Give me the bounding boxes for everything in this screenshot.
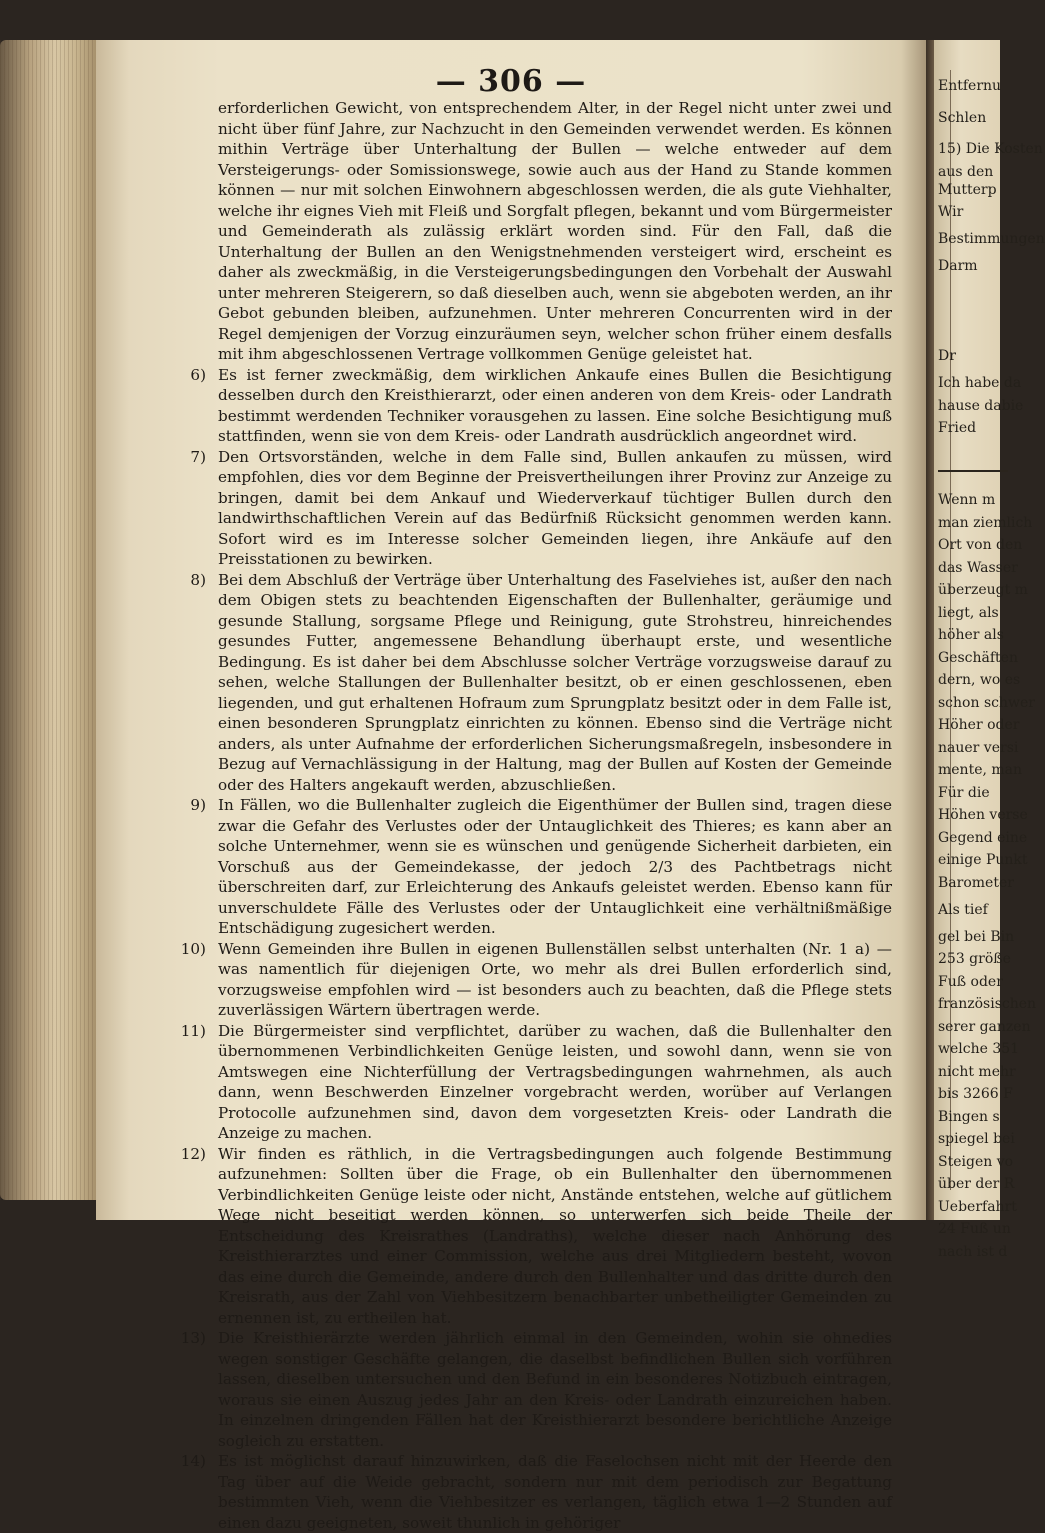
facing-page-text: Mutterp [938,181,997,198]
paragraph-number: 6) [190,365,206,384]
paragraph-number: 11) [180,1021,206,1040]
paragraph-number: 12) [180,1144,206,1163]
paragraph-number: 10) [180,939,206,958]
paragraph-text: Den Ortsvorständen, welche in dem Falle sind, Bullen ankaufen zu müssen, wird empfohlen, dies vor dem Beginne der Preisvertheilungen ihrer Provinz zur Anzeige zu bringen, damit bei dem Ankauf und Wiederverkauf tüchtiger Bullen durch den landwirthschaftlichen Verein auf das Bedürfniß Rücksicht genommen werden kann. Sofort wird es im Interesse solcher Gemeinden liegen, ihre Ankäufe auf den Preisstationen zu bewirken. [218,447,892,568]
facing-page-text: 253 größe [938,951,1011,967]
numbered-paragraph [136,1328,892,1451]
facing-page-text: aus den [938,163,994,180]
paragraph-number: 8) [190,570,206,589]
facing-page-text: Dr [938,348,956,364]
facing-page-text: 24 Fuß un [938,1221,1011,1237]
facing-page-text: Fuß oder [938,973,1003,990]
numbered-paragraph [136,1144,892,1329]
numbered-paragraph [136,795,892,939]
facing-page-text: überzeugt m [938,582,1028,598]
section-rule [938,470,1008,472]
facing-page-text: Darm [938,258,978,274]
numbered-paragraph [136,1021,892,1144]
paragraph-text: Die Kreisthierärzte werden jährlich einmal in den Gemeinden, wohin sie ohnedies wegen sonstiger Geschäfte gelangen, die daselbst befindlichen Bullen sich vorführen lassen, dieselben untersuchen und den Befund in ein besonderes Notizbuch eintragen, woraus sie einen Auszug jedes Jahr an den Kreis- oder Landrath einzureichen haben. In einzelnen dringenden Fällen hat der Kreisthierarzt besondere berichtliche Anzeige sogleich zu erstatten. [218,1329,892,1450]
paragraph-number: 9) [190,796,206,814]
page-number: — 306 — [435,64,587,99]
facing-page-text: Ort von den [938,537,1023,553]
facing-page-text: Steigen vo [938,1153,1014,1170]
facing-page-text: hause dabie [938,397,1024,414]
facing-page-text: Wir [938,204,964,220]
facing-page-text: Bingen s [938,1108,1000,1125]
facing-page-text: Entfernu [938,78,1002,94]
facing-page-text: einige Punkt [938,852,1028,868]
facing-page-text: Geschäften [938,649,1018,666]
book-page-edges [0,40,100,1200]
numbered-paragraph [136,939,892,1021]
book-page [96,40,926,1532]
page-body [136,98,892,1533]
facing-page-text: Für die [938,784,990,801]
facing-page-text: Höher oder [938,717,1020,733]
facing-page-text: Gegend eine [938,829,1028,846]
book-gutter [926,40,934,1220]
facing-page-text: schon schwer [938,694,1035,711]
facing-page-text: das Wasser [938,559,1018,576]
facing-page-text: spiegel bei [938,1131,1015,1147]
paragraph-text: In Fällen, wo die Bullenhalter zugleich die Eigenthümer der Bullen sind, tragen diese zwar die Gefahr des Verlustes oder der Untauglichkeit des Thieres; es kann aber an solche Unternehmer, wenn sie es wünschen und genügende Sicherheit darbieten, ein Vorschuß aus der Gemeindekasse, der jedoch 2/3 des Pachtbetrags nicht überschreiten darf, zur Erleichterung des Ankaufs geleistet werden. Ebenso kann für unverschuldete Fälle des Verlustes oder der Untauglichkeit eine verhältnißmäßige Entschädigung zugesichert werden. [218,796,892,937]
facing-page-text: Schlen [938,109,987,126]
intro-paragraph [136,98,892,365]
facing-page-text: serer ganzen [938,1018,1031,1035]
paragraph-number: 7) [190,447,206,466]
paragraph-text: Wir finden es räthlich, in die Vertragsbedingungen auch folgende Bestimmung aufzunehmen: Sollten über die Frage, ob ein Bullenhalter den übernommenen Verbindlichkeiten Genüge leiste oder nicht, Anstände entstehen, welche auf gütlichem Wege nicht beseitigt werden können, so unterwerfen sich beide Theile der Entscheidung des Kreisrathes (Landraths), welche dieser nach Anhörung des Kreisthierarztes und einer Commission, welche aus drei Mitgliedern besteht, wovon das eine durch die Gemeinde, andere durch den Bullenhalter und das dritte durch den Kreisrath, aus der Zahl von Viehbesitzern benachbarter unbetheiligter Gemeinden zu ernennen ist, zu ertheilen hat. [218,1144,892,1327]
facing-page-text: Bestimmungen [938,231,1045,247]
facing-page-text: gel bei Bin [938,928,1015,945]
facing-page-text: Ich habe da [938,375,1022,391]
facing-page-text: französischen [938,996,1037,1012]
facing-page-text: nauer versi [938,739,1019,756]
facing-page-text: Barometer [938,874,1014,891]
facing-page-text: dern, wo es [938,672,1021,688]
numbered-paragraph [136,1451,892,1533]
paragraph-text: Die Bürgermeister sind verpflichtet, darüber zu wachen, daß die Bullenhalter den übernommenen Verbindlichkeiten Genüge leisten, und sowohl dann, wenn sie von Amtswegen eine Nichterfüllung der Vertragsbedingungen wahrnehmen, als auch dann, wenn Beschwerden Einzelner vorgebracht werden, worüber auf Verlangen Protocolle aufzunehmen sind, davon dem vorgesetzten Kreis- oder Landrath die Anzeige zu machen. [218,1021,892,1142]
paragraph-text: Wenn Gemeinden ihre Bullen in eigenen Bullenställen selbst unterhalten (Nr. 1 a) — was namentlich für diejenigen Orte, wo mehr als drei Bullen erforderlich sind, vorzugsweise empfohlen wird — ist besonders auch zu beachten, daß die Pflege stets zuverlässigen Wärtern übertragen werde. [218,939,892,1019]
facing-page-text: nicht mehr [938,1063,1016,1080]
facing-page-text: mente, man [938,762,1023,778]
facing-page-text: Als tief [938,901,988,918]
paragraph-text: erforderlichen Gewicht, von entsprechendem Alter, in der Regel nicht unter zwei und nicht über fünf Jahre, zur Nachzucht in den Gemeinden verwendet werden. Es können mithin Verträge über Unterhaltung der Bullen — welche entweder auf dem Versteigerungs- oder Somissionswege, sowie auch aus der Hand zu Stande kommen können — nur mit solchen Einwohnern abgeschlossen werden, die als gute Viehhalter, welche ihr eignes Vieh mit Fleiß und Sorgfalt pflegen, bekannt und vom Bürgermeister und Gemeinderath als zulässig erklärt worden sind. Für den Fall, daß die Unterhaltung der Bullen an den Wenigstnehmenden versteigert wird, erscheint es daher als zweckmäßig, in die Versteigerungsbedingungen den Vorbehalt der Auswahl unter mehreren Steigerern, so daß dieselben auch, wenn sie abgeboten werden, an ihr Gebot gebunden bleiben, aufzunehmen. Unter mehreren Concurrenten wird in der Regel demjenigen der Vorzug einzuräumen seyn, welcher schon früher einem desfalls mit ihm abgeschlossenen Vertrage vollkommen Genüge geleistet hat. [218,99,892,363]
facing-page-text: höher als [938,627,1004,643]
facing-page-text: man ziemlich [938,514,1033,531]
paragraph-text: Es ist möglichst darauf hinzuwirken, daß die Faselochsen nicht mit der Heerde den Tag über auf die Weide gebracht, sondern nur mit dem periodisch zur Begattung bestimmten Vieh, wenn die Viehbesitzer es verlangen, täglich etwa 1—2 Stunden auf einen dazu geeigneten, soweit thunlich in gehöriger [218,1452,892,1532]
facing-page-text: Ueberfahrt [938,1198,1017,1215]
facing-page-text: Wenn m [938,492,996,508]
facing-page-text: 15) Die Kosten [938,141,1043,157]
paragraph-number: 14) [180,1452,206,1470]
numbered-paragraph [136,365,892,447]
facing-page-text: Fried [938,420,977,436]
facing-page-text: nach ist d [938,1243,1008,1260]
numbered-paragraph [136,570,892,796]
facing-page-text: Höhen verse [938,807,1028,823]
facing-page-text: liegt, als [938,604,999,621]
facing-page-text: welche 351 [938,1041,1020,1057]
paragraph-number: 13) [180,1329,206,1347]
numbered-paragraph [136,447,892,570]
facing-page-text: bis 3266 F [938,1086,1013,1102]
paragraph-text: Es ist ferner zweckmäßig, dem wirklichen Ankaufe eines Bullen die Besichtigung desselben durch den Kreisthierarzt, oder einen anderen von dem Kreis- oder Landrath bestimmt werdenden Techniker vorausgehen zu lassen. Eine solche Besichtigung muß stattfinden, wenn sie von dem Kreis- oder Landrath ausdrücklich angeordnet wird. [218,365,892,445]
facing-page-text: über der R [938,1176,1015,1192]
facing-page-fragment [934,40,1045,1260]
paragraph-text: Bei dem Abschluß der Verträge über Unterhaltung des Faselviehes ist, außer den nach dem Obigen stets zu beachtenden Eigenschaften der Bullenhalter, geräumige und gesunde Stallung, sorgsame Pflege und Reinigung, gute Strohstreu, hinreichendes gesundes Futter, angemessene Behandlung überhaupt erste, und wesentliche Bedingung. Es ist daher bei dem Abschlusse solcher Verträge vorzugsweise darauf zu sehen, welche Stallungen der Bullenhalter besitzt, ob er einen geschlossenen, eben liegenden, und gut erhaltenen Hofraum zum Sprungplatz besitzt oder in dem Falle ist, einen besonderen Sprungplatz einrichten zu können. Ebenso sind die Verträge nicht anders, als unter Aufnahme der erforderlichen Sicherungsmaßregeln, insbesondere in Bezug auf Vernachlässigung in der Haltung, mag der Bullen auf Kosten der Gemeinde oder des Halters angekauft werden, abzuschließen. [218,570,892,794]
